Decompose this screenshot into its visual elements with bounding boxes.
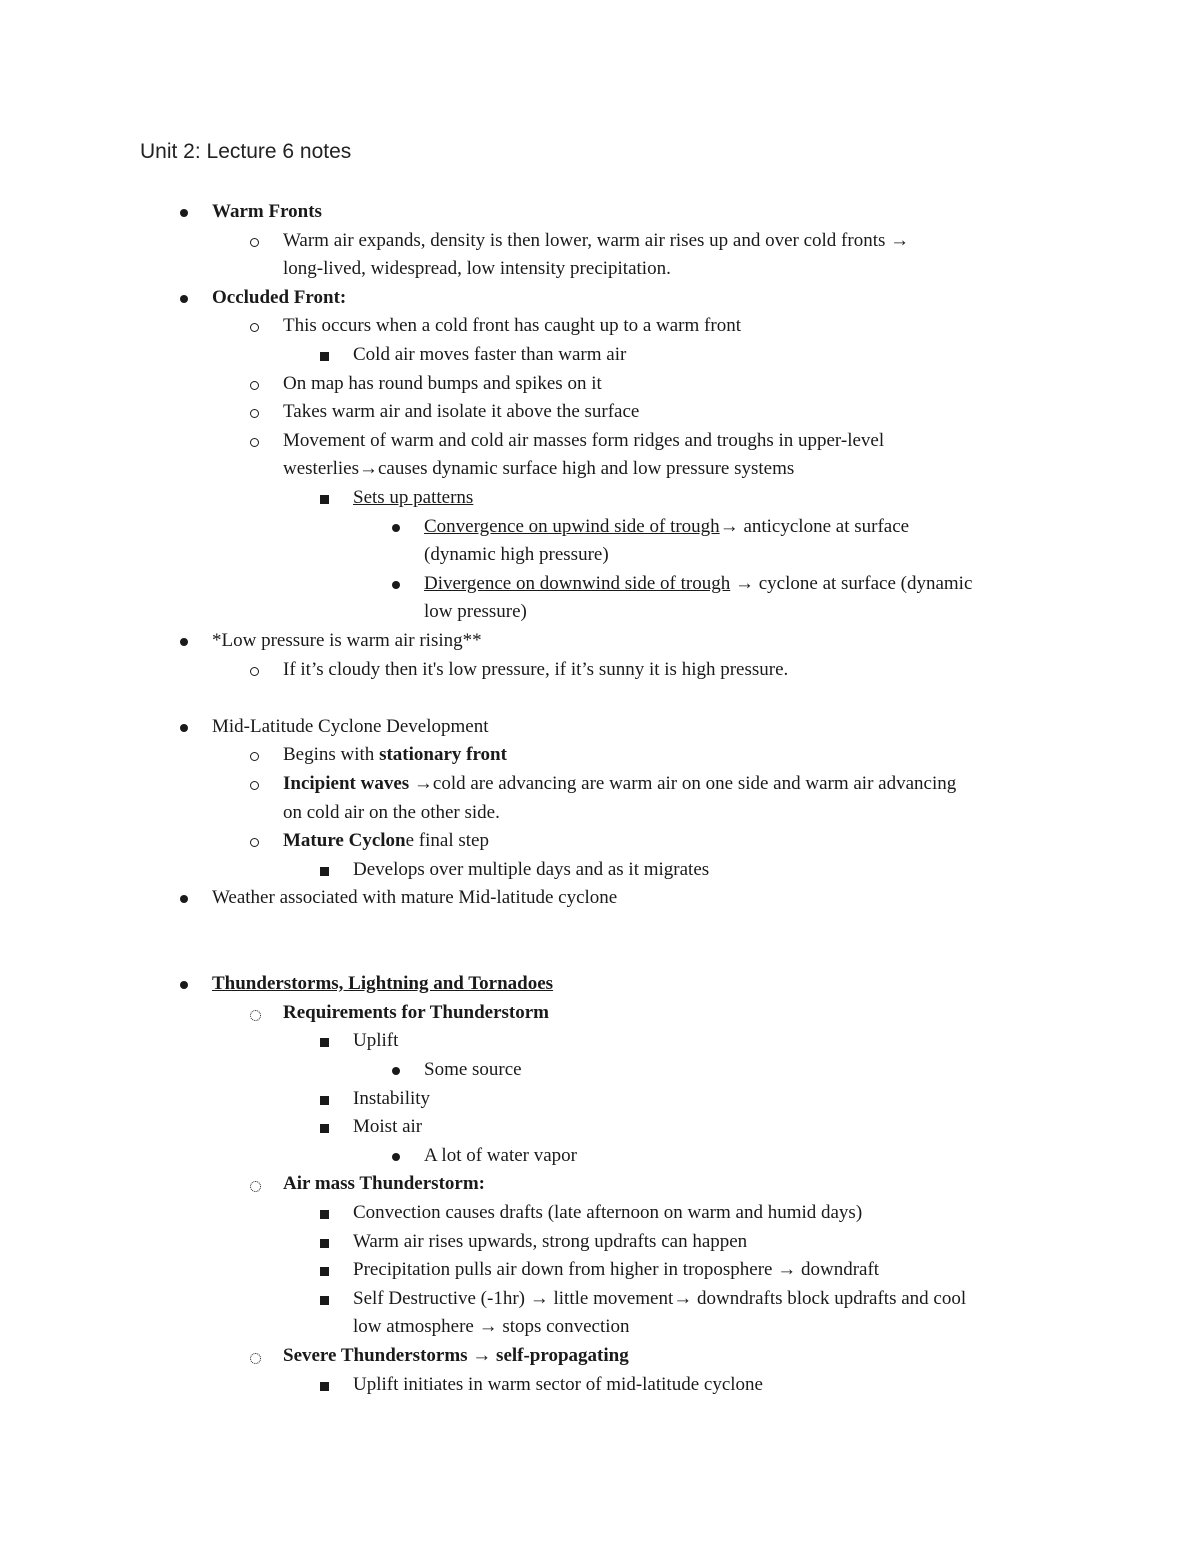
bullet-circle-icon (250, 323, 259, 332)
list-item-text: Begins with (283, 744, 380, 766)
bullet-circle-icon (250, 381, 259, 390)
list-item-line (283, 398, 639, 427)
list-item-text: A lot of water vapor (424, 1144, 578, 1166)
list-item-line (424, 570, 972, 599)
list-item-text: Uplift (353, 1030, 399, 1052)
list-item-line (353, 1371, 763, 1400)
list-item-line (283, 370, 602, 399)
list-item-text: low pressure) (424, 601, 527, 623)
list-item-line (212, 713, 488, 742)
list-item-text: long-lived, widespread, low intensity precipitation. (283, 258, 671, 280)
list-item-text: Moist air (353, 1116, 423, 1138)
list-item-text: Warm air expands, density is then lower, warm air rises up and over cold fronts → (283, 229, 910, 251)
list-item-line (353, 1027, 398, 1056)
list-item-line (283, 312, 741, 341)
list-item-line (353, 484, 473, 513)
list-item-line (283, 827, 489, 856)
list-item-text: Convection causes drafts (late afternoon on warm and humid days) (353, 1202, 863, 1223)
list-item-line (283, 227, 909, 256)
list-item-text: Precipitation pulls air down from higher in troposphere → downdraft (353, 1259, 880, 1281)
list-item-line (212, 970, 553, 999)
list-item-text: stationary front (379, 744, 507, 766)
list-item-text: On map has round bumps and spikes on it (283, 372, 602, 394)
list-item-line (424, 1056, 522, 1085)
list-item-line (353, 1085, 430, 1114)
page-title: Unit 2: Lecture 6 notes (140, 140, 352, 163)
list-item-text: This occurs when a cold front has caught up to a warm front (283, 315, 741, 337)
list-item-line (283, 1342, 629, 1371)
bullet-square-icon (320, 1296, 329, 1305)
list-item-line (424, 598, 527, 627)
list-item-line (283, 799, 500, 828)
bullet-disc-icon (392, 1153, 400, 1161)
bullet-circle-icon (250, 438, 259, 447)
bullet-circle-icon (250, 838, 259, 847)
bullet-disc-icon (180, 638, 188, 646)
list-item-line (353, 856, 709, 885)
list-item-text: Occluded Front: (212, 286, 347, 308)
list-item-text: low atmosphere → stops convection (353, 1316, 630, 1338)
bullet-square-icon (320, 867, 329, 876)
list-item-text: Air mass Thunderstorm: (283, 1173, 485, 1195)
list-item-line (424, 1142, 577, 1171)
list-item-line (424, 541, 609, 570)
list-item-line (212, 198, 322, 227)
list-item-text: Cold air moves faster than warm air (353, 344, 627, 365)
list-item-line (283, 255, 671, 284)
list-item-line (353, 1313, 630, 1342)
list-item-text: Movement of warm and cold air masses form ridges and troughs in upper-level (283, 429, 885, 451)
list-item-text: Severe Thunderstorms → self-propagating (283, 1345, 629, 1366)
bullet-dotted-circle-icon (250, 1353, 261, 1364)
list-item-line (283, 427, 884, 456)
list-item-text: Divergence on downwind side of trough (424, 572, 731, 594)
list-item-text: If it’s cloudy then it's low pressure, if it’s sunny it is high pressure. (283, 658, 789, 680)
list-item-text: → anticyclone at surface (719, 515, 910, 537)
list-item-line (353, 341, 626, 370)
bullet-square-icon (320, 352, 329, 361)
list-item-text: →cold are advancing are warm air on one side and warm air advancing (413, 773, 957, 794)
list-item-text: Convergence on upwind side of trough (424, 515, 720, 537)
list-item-line (283, 770, 956, 799)
list-item-text: Thunderstorms, Lightning and Tornadoes (212, 973, 554, 995)
list-item-line (353, 1199, 862, 1228)
list-item-text: Takes warm air and isolate it above the surface (283, 401, 640, 423)
list-item-line (353, 1256, 879, 1285)
bullet-circle-icon (250, 752, 259, 761)
list-item-line (353, 1285, 966, 1314)
list-item-text: Mid-Latitude Cyclone Development (212, 715, 489, 737)
list-item-line (283, 999, 549, 1028)
list-item-text: (dynamic high pressure) (424, 544, 609, 566)
list-item-line (283, 656, 788, 685)
bullet-square-icon (320, 1382, 329, 1391)
bullet-disc-icon (180, 295, 188, 303)
bullet-square-icon (320, 1267, 329, 1276)
list-item-line (212, 284, 346, 313)
list-item-line (283, 1170, 485, 1199)
list-item-line (212, 884, 617, 913)
list-item-text: Warm Fronts (212, 201, 322, 222)
bullet-disc-icon (392, 524, 400, 532)
bullet-dotted-circle-icon (250, 1181, 261, 1192)
bullet-circle-icon (250, 781, 259, 790)
bullet-disc-icon (392, 1067, 400, 1075)
bullet-circle-icon (250, 409, 259, 418)
list-item-text: Uplift initiates in warm sector of mid-latitude cyclone (353, 1373, 763, 1395)
list-item-text: Weather associated with mature Mid-latitude cyclone (212, 887, 618, 909)
bullet-disc-icon (180, 724, 188, 732)
bullet-square-icon (320, 1124, 329, 1133)
bullet-square-icon (320, 1038, 329, 1047)
list-item-line (212, 627, 482, 656)
bullet-circle-icon (250, 667, 259, 676)
list-item-line (424, 513, 909, 542)
list-item-text: Mature Cyclon (283, 830, 406, 852)
bullet-circle-icon (250, 238, 259, 247)
list-item-text: *Low pressure is warm air rising** (212, 630, 482, 651)
list-item-line (283, 455, 794, 484)
list-item-text: westerlies→causes dynamic surface high and low pressure systems (283, 458, 795, 480)
bullet-disc-icon (392, 581, 400, 589)
list-item-text: Warm air rises upwards, strong updrafts can happen (353, 1230, 748, 1252)
bullet-square-icon (320, 1239, 329, 1248)
list-item-text: Instability (353, 1087, 431, 1109)
list-item-text: Develops over multiple days and as it migrates (353, 858, 710, 880)
list-item-text: Sets up patterns (353, 487, 474, 508)
bullet-dotted-circle-icon (250, 1010, 261, 1021)
list-item-text: Requirements for Thunderstorm (283, 1001, 549, 1023)
list-item-text: on cold air on the other side. (283, 801, 500, 823)
bullet-disc-icon (180, 209, 188, 217)
list-item-text: Some source (424, 1059, 522, 1080)
list-item-text: Self Destructive (-1hr) → little movement→ downdrafts block updrafts and cool (353, 1287, 967, 1309)
bullet-square-icon (320, 495, 329, 504)
bullet-square-icon (320, 1096, 329, 1105)
bullet-disc-icon (180, 895, 188, 903)
list-item-line (353, 1113, 422, 1142)
list-item-line (353, 1228, 747, 1257)
bullet-square-icon (320, 1210, 329, 1219)
list-item-line (283, 741, 507, 770)
list-item-text: Incipient waves (283, 773, 414, 794)
list-item-text: e final step (405, 830, 489, 852)
bullet-disc-icon (180, 981, 188, 989)
list-item-text: → cyclone at surface (dynamic (730, 572, 973, 594)
